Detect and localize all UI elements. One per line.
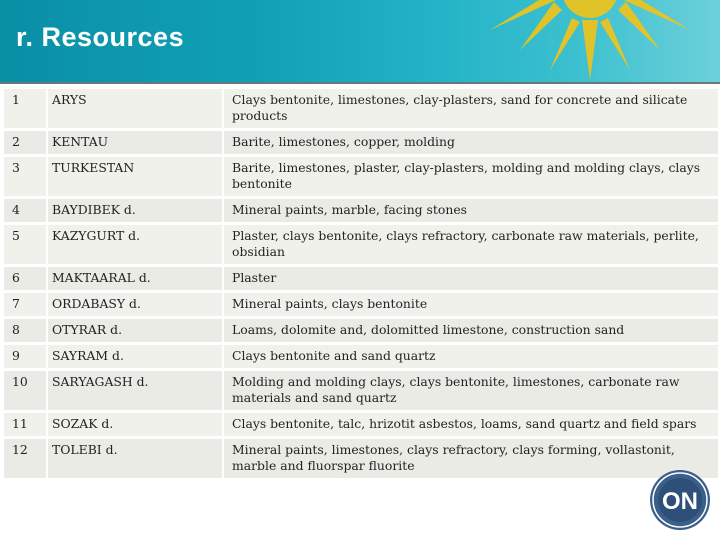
district-name: KENTAU — [48, 131, 222, 154]
district-name: MAKTAARAL d. — [48, 267, 222, 290]
district-name: TURKESTAN — [48, 157, 222, 196]
resources-list: Clays bentonite, limestones, clay-plasters, sand for concrete and silicate products — [224, 89, 718, 128]
row-number: 8 — [4, 319, 46, 342]
row-number: 2 — [4, 131, 46, 154]
district-name: ORDABASY d. — [48, 293, 222, 316]
district-name: ARYS — [48, 89, 222, 128]
resources-list: Mineral paints, marble, facing stones — [224, 199, 718, 222]
table-row — [4, 293, 718, 316]
row-number: 10 — [4, 371, 46, 410]
district-name: TOLEBI d. — [48, 439, 222, 478]
resources-list: Mineral paints, limestones, clays refractory, clays forming, vollastonit, marble and fluorspar fluorite — [224, 439, 718, 478]
resources-list: Loams, dolomite and, dolomitted limestone, construction sand — [224, 319, 718, 342]
row-number: 7 — [4, 293, 46, 316]
resources-list: Barite, limestones, plaster, clay-plasters, molding and molding clays, clays bentonite — [224, 157, 718, 196]
resources-list: Clays bentonite, talc, hrizotit asbestos, loams, sand quartz and field spars — [224, 413, 718, 436]
resources-list: Mineral paints, clays bentonite — [224, 293, 718, 316]
logo-letters: ON — [662, 488, 698, 515]
district-name: KAZYGURT d. — [48, 225, 222, 264]
district-name: SOZAK d. — [48, 413, 222, 436]
row-number: 12 — [4, 439, 46, 478]
header-banner — [0, 0, 720, 82]
resources-list: Plaster — [224, 267, 718, 290]
table-row — [4, 157, 718, 196]
row-number: 5 — [4, 225, 46, 264]
table-row — [4, 225, 718, 264]
page-title: r. Resources — [16, 22, 185, 52]
table-row — [4, 439, 718, 478]
resources-list: Clays bentonite and sand quartz — [224, 345, 718, 368]
table-row — [4, 89, 718, 128]
table-row — [4, 371, 718, 410]
row-number: 9 — [4, 345, 46, 368]
row-number: 3 — [4, 157, 46, 196]
resources-list: Plaster, clays bentonite, clays refractory, carbonate raw materials, perlite, obsidian — [224, 225, 718, 264]
row-number: 1 — [4, 89, 46, 128]
tsn-logo-icon — [648, 468, 712, 532]
district-name: OTYRAR d. — [48, 319, 222, 342]
resources-list: Barite, limestones, copper, molding — [224, 131, 718, 154]
district-name: SARYAGASH d. — [48, 371, 222, 410]
row-number: 11 — [4, 413, 46, 436]
table-row — [4, 345, 718, 368]
table-row — [4, 319, 718, 342]
row-number: 6 — [4, 267, 46, 290]
sun-rays-icon — [430, 0, 720, 82]
header-divider — [0, 82, 720, 84]
resources-table — [4, 86, 718, 481]
table-row — [4, 413, 718, 436]
table-row — [4, 267, 718, 290]
table-row — [4, 199, 718, 222]
row-number: 4 — [4, 199, 46, 222]
resources-list: Molding and molding clays, clays bentonite, limestones, carbonate raw materials and sand quartz — [224, 371, 718, 410]
table-row — [4, 131, 718, 154]
district-name: BAYDIBEK d. — [48, 199, 222, 222]
district-name: SAYRAM d. — [48, 345, 222, 368]
